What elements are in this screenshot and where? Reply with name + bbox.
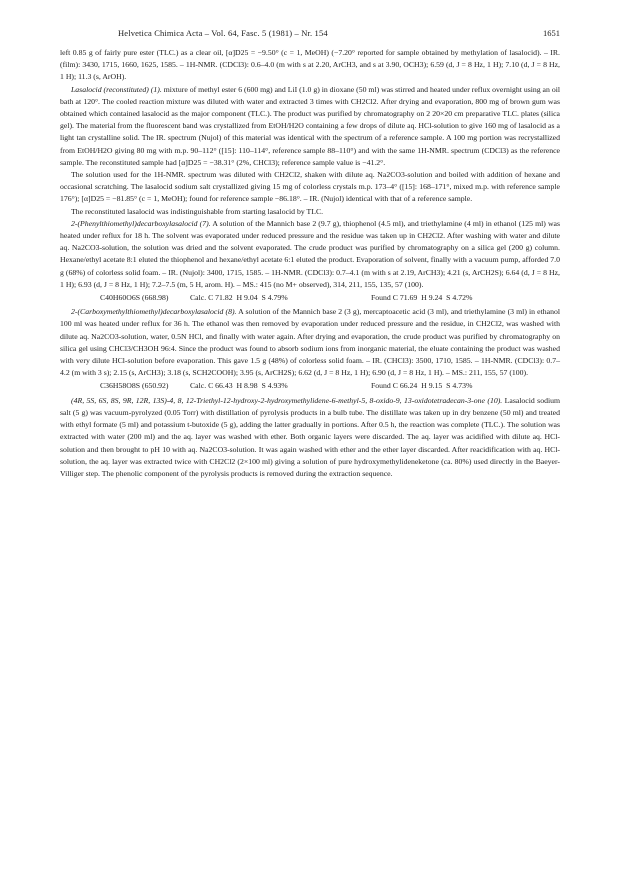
- paragraph-6-text: A solution of the Mannich base 2 (3 g), mercaptoacetic acid (3 ml), and triethylamine (3 ml) in ethanol 100 ml was heated under reflux for 36 h. The ethanol was then removed by evaporation under reduced pressure and the residue, in CH2Cl2, was washed with dilute aq. Na2CO3-solution, water, 0.5N HCl, and finally with water again. After drying and evaporation, the crude product was purified by chromatography on silica gel using CHCl3/CH3OH 96:4. Since the product was found to absorb sodium ions from inorganic material, the eluate containing the product was washed with very dilute HCl-solution before evaporation. This gave 1.5 g (48%) of colorless solid foam. – IR. (CHCl3): 3500, 1710, 1585. – 1H-NMR. (CDCl3): 0.7–4.2 (m with 3 s); 2.15 (s, ArCH3); 3.18 (s, SCH2COOH); 3.95 (s, ArCH2S); 6.62 (d, J = 8 Hz, 1 H); 6.90 (d, J = 8 Hz, 1 H). – MS.: 211, 155, 57 (100).: [60, 307, 560, 378]
- calc-values: Calc. C 71.82 H 9.04 S 4.79%: [190, 293, 288, 303]
- found-values: Found C 71.69 H 9.24 S 4.72%: [371, 293, 473, 303]
- paragraph-2-text: mixture of methyl ester 6 (600 mg) and LiI (1.0 g) in dioxane (50 ml) was stirred and heated under reflux overnight using an oil bath at 120°. The cooled reaction mixture was diluted with water and extracted 3 times with CH2Cl2. After drying and evaporation, 800 mg of brown gum was obtained which contained lasalocid as the major component (TLC.). The product was purified by chromatography on 2 20×20 cm preparative TLC. plates (silica gel). The material from the fluorescent band was crystallized from EtOH/H2O containing a few drops of dilute aq. HCl-solution to give 160 mg of lasalocid as a light tan crystalline solid. The IR. spectrum (Nujol) of this material was identical with the spectrum of a reference sample. A 100 mg portion was recrystallized from EtOH/H2O giving 80 mg with m.p. 90–112° ([15]: 110–114°, reference sample 88–110°) and with the same 1H-NMR. spectrum (CDCl3) as the reference sample. The reconstituted sample had [α]D25 = −38.31° (2%, CHCl3); reference sample value is −41.2°.: [60, 84, 560, 167]
- elemental-analysis-7: [60, 292, 560, 304]
- calc-values: Calc. C 66.43 H 8.98 S 4.93%: [190, 381, 288, 391]
- running-header: [60, 27, 560, 41]
- paragraph-4: The reconstituted lasalocid was indistinguishable from starting lasalocid by TLC.: [71, 206, 324, 216]
- paragraph-6: [60, 306, 560, 379]
- article-body: [60, 47, 560, 480]
- paragraph-7-text: Lasalocid sodium salt (5 g) was vacuum-pyrolyzed (0.05 Torr) with distillation of pyrolysis products in a bulb tube. The distillate was taken up in dry benzene (50 ml) and treated with ethyl formate (5 ml) and potassium t-butoxide (5 g), adding the latter gradually in portions. After 0.5 h, the reaction was complete (TLC.). The solution was extracted with water (200 ml) and the aq. layer was washed with ether. Both organic layers were discarded. The aq. layer was acidified with dilute aq. HCl-solution and then brought to pH 10 with aq. Na2CO3-solution. It was again washed with ether and the ether layer discarded. After reacidification with aq. HCl-solution, the aq. layer was extracted twice with CH2Cl2 (2×100 ml) giving a solution of pure hydroxymethylideneketone (ca. 80%) used directly in the Baeyer-Villiger step. The phenolic component of the pyrolysis products is removed during the extraction sequence.: [60, 395, 561, 478]
- compound-heading-1: Lasalocid (reconstituted) (1).: [71, 84, 162, 94]
- paragraph-2: [60, 84, 560, 169]
- found-values: Found C 66.24 H 9.15 S 4.73%: [371, 381, 473, 391]
- compound-heading-10: (4R, 5S, 6S, 8S, 9R, 12R, 13S)-4, 8, 12-Triethyl-12-hydroxy-2-hydroxymethylidene-6-methyl-5, 8-oxido-9, 13-oxidotetradecan-3-one (10).: [71, 395, 503, 405]
- paragraph-7: [60, 395, 560, 480]
- formula: C40H60O6S (668.98): [100, 293, 169, 303]
- formula: C36H58O8S (650.92): [100, 381, 169, 391]
- elemental-analysis-8: [60, 380, 560, 392]
- paragraph-5-text: A solution of the Mannich base 2 (9.7 g), thiophenol (4.5 ml), and triethylamine (4 ml) in ethanol (125 ml) was heated under reflux for 18 h. The solvent was evaporated under reduced pressure and the residue was taken up in CH2Cl2. After washing with water and dilute aq. Na2CO3-solution, the solution was dried and the solvent evaporated. The crude product was purified by chromatography on a silica gel (200 g) column. Hexane/ethyl acetate 8:1 eluted the thiophenol and hexane/ethyl acetate 6:1 eluted the product. Evaporation of solvent, finally with a vacuum pump, afforded 7.0 g (68%) of colorless solid foam. – IR. (Nujol): 3400, 1715, 1585. – 1H-NMR. (CDCl3): 0.7–4.1 (m with s at 2.19, ArCH3); 4.21 (s, ArCH2S); 6.64 (d, J = 8 Hz, 1 H); 6.93 (d, J = 8 Hz, 1 H); 7.2–7.5 (m, 5 H, arom. H). – MS.: 415 (no M+ observed), 314, 211, 155, 135, 57 (100).: [60, 218, 561, 289]
- paragraph-1: left 0.85 g of fairly pure ester (TLC.) as a clear oil, [α]D25 = −9.50° (c = 1, MeOH) (−7.20° reported for sample obtained by methylation of lasalocid). – IR. (film): 3430, 1715, 1660, 1625, 1585. – 1H-NMR. (CDCl3): 0.6–4.0 (m with s at 2.20, ArCH3, and s at 3.90, OCH3); 6.59 (d, J = 8 Hz, 1 H); 7.10 (d, J = 8 Hz, 1 H); 11.3 (s, ArOH).: [60, 48, 560, 82]
- journal-title: Helvetica Chimica Acta – Vol. 64, Fasc. 5 (1981) – Nr. 154: [118, 28, 328, 38]
- page-number: 1651: [543, 28, 560, 38]
- compound-heading-7: 2-(Phenylthiomethyl)decarboxylasalocid (7).: [71, 218, 211, 228]
- paragraph-3: The solution used for the 1H-NMR. spectrum was diluted with CH2Cl2, shaken with dilute aq. Na2CO3-solution and boiled with addition of hexane and occasional scratching. The lasalocid sodium salt crystallized giving 15 mg of colorless crystals m.p. 173–4° ([15]: 168–171°, mixed m.p. with reference sample 176°); [α]D25 = −81.85° (c = 1, MeOH); found for reference sample −86.18°. – IR. (Nujol) identical with that of a reference sample.: [60, 170, 560, 204]
- compound-heading-8: 2-(Carboxymethylthiomethyl)decarboxylasalocid (8).: [71, 307, 237, 317]
- paragraph-5: [60, 218, 560, 291]
